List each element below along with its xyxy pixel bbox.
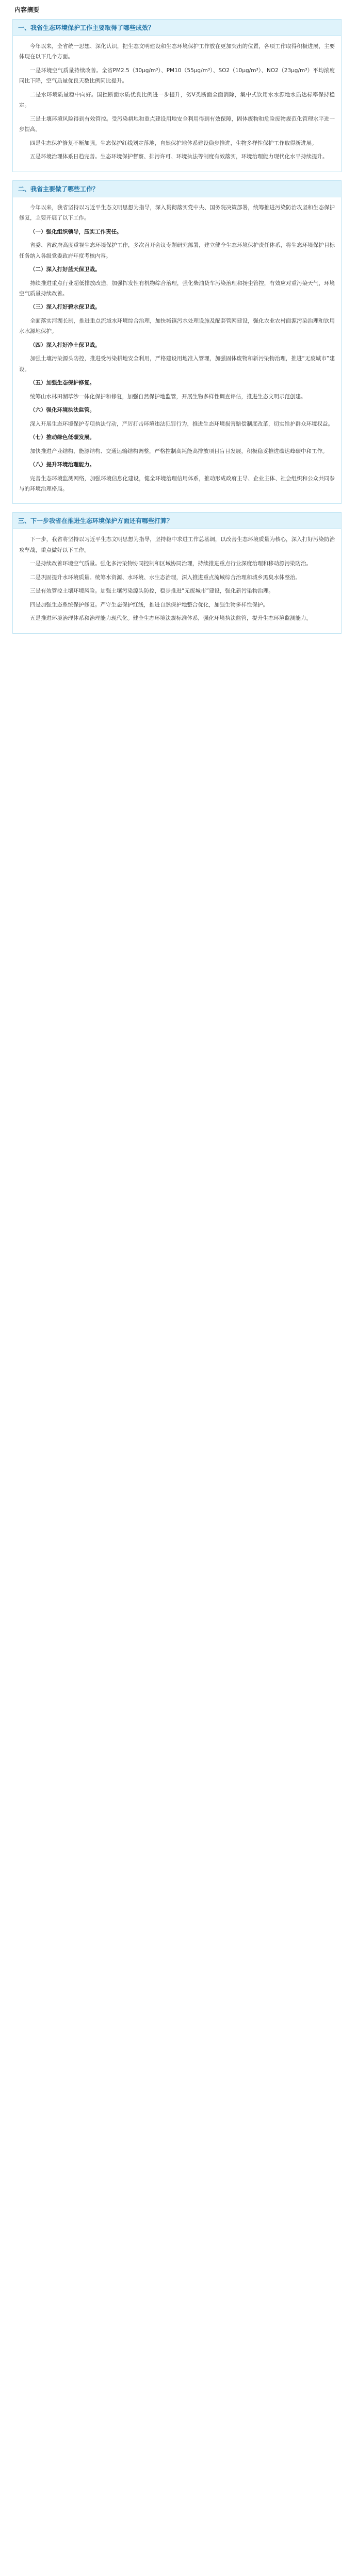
paragraph: 五是环境治理体系日趋完善。生态环境保护督察、排污许可、环境执法等制度有效落实，环境治理能力现代化水平持续提升。 bbox=[30, 154, 328, 160]
sub-heading: （八）提升环境治理能力。 bbox=[30, 462, 95, 468]
section-title: 三、下一步我省在推进生态环境保护方面还有哪些打算？ bbox=[12, 512, 342, 529]
paragraph: 完善生态环境监测网络，加强环境信息化建设，健全环境治理信用体系，推动形成政府主导、企业主体、社会组织和公众共同参与的环境治理格局。 bbox=[19, 475, 335, 492]
paragraph: 下一步，我省将坚持以习近平生态文明思想为指导，坚持稳中求进工作总基调，以改善生态环境质量为核心，深入打好污染防治攻坚战，重点做好以下工作。 bbox=[19, 536, 335, 553]
qa-section bbox=[12, 180, 342, 504]
paragraph: 三是土壤环境风险得到有效管控。受污染耕地和重点建设用地安全利用得到有效保障，固体废物和危险废物规范化管理水平进一步提高。 bbox=[19, 115, 335, 133]
section-title: 一、我省生态环境保护工作主要取得了哪些成效？ bbox=[12, 19, 342, 36]
paragraph: 四是生态保护修复不断加强。生态保护红线划定落地，自然保护地体系建设稳步推进，生物多样性保护工作取得新进展。 bbox=[30, 140, 317, 146]
paragraph: 省委、省政府高度重视生态环境保护工作，多次召开会议专题研究部署，建立健全生态环境保护责任体系，将生态环境保护目标任务纳入各级党委政府年度考核内容。 bbox=[19, 242, 335, 259]
section-title: 二、我省主要做了哪些工作？ bbox=[12, 180, 342, 197]
sections bbox=[12, 19, 342, 634]
paragraph: 今年以来，全省统一思想、深化认识，把生态文明建设和生态环境保护工作放在更加突出的位置，各项工作取得积极进展，主要体现在以下几个方面。 bbox=[19, 43, 335, 60]
paragraph: 统筹山水林田湖草沙一体化保护和修复，加强自然保护地监管，开展生物多样性调查评估，推进生态文明示范创建。 bbox=[30, 393, 306, 400]
paragraph: 加强土壤污染源头防控，推进受污染耕地安全利用，严格建设用地准入管理，加强固体废物和新污染物治理，推进“无废城市”建设。 bbox=[19, 355, 335, 372]
sub-heading: （三）深入打好碧水保卫战。 bbox=[30, 304, 101, 311]
qa-section bbox=[12, 19, 342, 172]
paragraph: 深入开展生态环境保护专项执法行动，严厉打击环境违法犯罪行为，推进生态环境损害赔偿制度改革，切实维护群众环境权益。 bbox=[30, 420, 333, 427]
paragraph: 三是有效管控土壤环境风险。加强土壤污染源头防控，稳步推进“无废城市”建设，强化新污染物治理。 bbox=[30, 588, 274, 595]
paragraph: 一是环境空气质量持续改善。全省PM2.5（30μg/m³）、PM10（55μg/m³）、SO2（10μg/m³）、NO2（23μg/m³）平均浓度同比下降，空气质量优良天数比例同比提升。 bbox=[19, 67, 335, 84]
paragraph: 全面落实河湖长制，推进重点流域水环境综合治理，加快城镇污水处理设施及配套管网建设，强化农业农村面源污染治理和饮用水水源地保护。 bbox=[19, 317, 335, 335]
paragraph: 持续推进重点行业超低排放改造，加强挥发性有机物综合治理，强化柴油货车污染治理和扬尘管控，有效应对重污染天气，环境空气质量持续改善。 bbox=[19, 280, 335, 297]
page-label: 内容摘要 bbox=[14, 6, 40, 13]
paragraph: 五是推进环境治理体系和治理能力现代化。健全生态环境法规标准体系，强化环境执法监管，提升生态环境监测能力。 bbox=[30, 615, 312, 622]
paragraph: 今年以来，我省坚持以习近平生态文明思想为指导，深入贯彻落实党中央、国务院决策部署，统筹推进污染防治攻坚和生态保护修复，主要开展了以下工作。 bbox=[19, 204, 335, 222]
sub-heading: （七）推动绿色低碳发展。 bbox=[30, 434, 95, 441]
section-body bbox=[12, 529, 342, 633]
sub-heading: （一）强化组织领导，压实工作责任。 bbox=[30, 228, 122, 235]
section-body bbox=[12, 197, 342, 504]
section-body bbox=[12, 36, 342, 172]
sub-heading: （六）强化环境执法监管。 bbox=[30, 407, 95, 414]
qa-section bbox=[12, 512, 342, 633]
sub-heading: （二）深入打好蓝天保卫战。 bbox=[30, 266, 101, 273]
paragraph: 四是加强生态系统保护修复。严守生态保护红线，推进自然保护地整合优化，加强生物多样性保护。 bbox=[30, 601, 268, 608]
sub-heading: （五）加强生态保护修复。 bbox=[30, 380, 95, 386]
content-column bbox=[12, 4, 342, 642]
paragraph: 一是持续改善环境空气质量。强化多污染物协同控制和区域协同治理，持续推进重点行业深度治理和移动源污染防治。 bbox=[30, 561, 312, 567]
paragraph: 加快推进产业结构、能源结构、交通运输结构调整，严格控制高耗能高排放项目盲目发展，积极稳妥推进碳达峰碳中和工作。 bbox=[30, 448, 328, 454]
paragraph: 二是水环境质量稳中向好。国控断面水质优良比例进一步提升，劣Ⅴ类断面全面消除，集中式饮用水水源地水质达标率保持稳定。 bbox=[19, 91, 335, 109]
paragraph: 二是巩固提升水环境质量。统筹水资源、水环境、水生态治理，深入推进重点流域综合治理和城乡黑臭水体整治。 bbox=[30, 574, 301, 581]
sub-heading: （四）深入打好净土保卫战。 bbox=[30, 342, 101, 348]
